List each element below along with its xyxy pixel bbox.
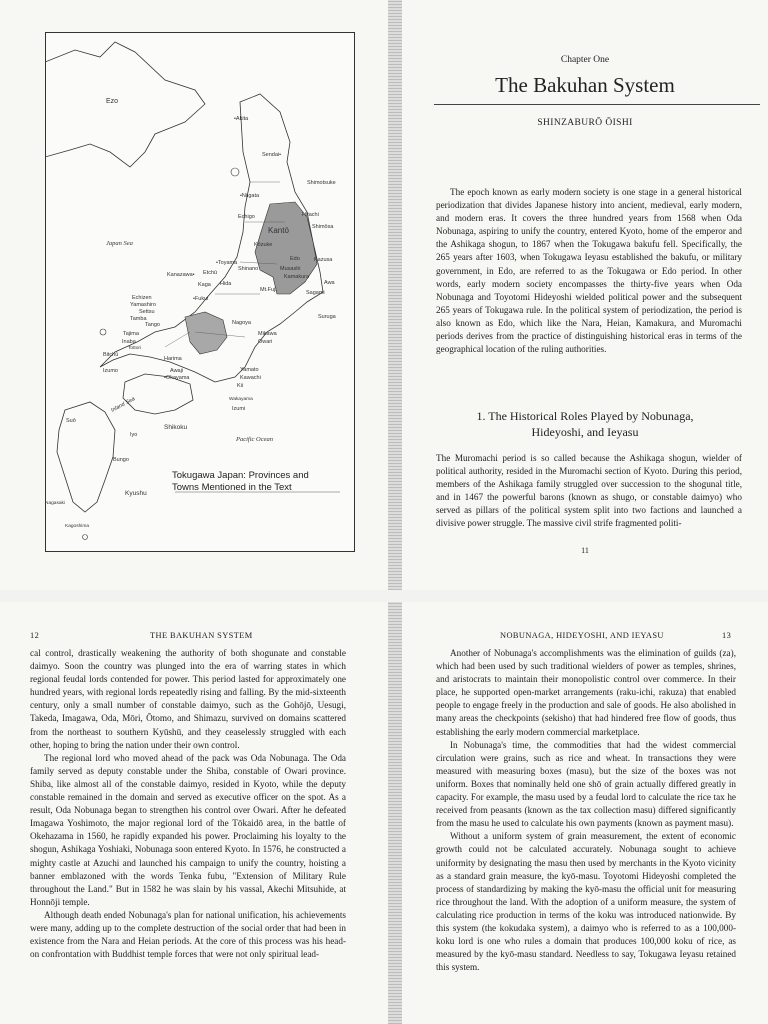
section-paragraph: The Muromachi period is so called because the Ashikaga shogun, wielder of political authority, resided in the Muromachi section of Kyoto. During this period, members of the Ashikaga family struggled over succession to the shogunal title, and in 1467 the powerful barons (known as shugo, or constable daimyo) who served as pillars of the political system split into two factions and launched a divisive power struggle. The massive civil strife fragmented politi- xyxy=(436,453,742,529)
map-caption-line2: Towns Mentioned in the Text xyxy=(172,482,292,493)
map-label-kyushu: Kyushu xyxy=(125,490,147,497)
map-label-bungo: Bungo xyxy=(113,457,129,463)
map-label-kamakura: Kamakura xyxy=(284,274,310,280)
bottom-right-paragraph-3: Without a uniform system of grain measurement, the extent of economic growth could not be calculated accurately. Nobunaga sought to achieve uniformity by designating the masu then used by merchants in the Kyoto vicinity as a standard grain measure, the kyō-masu. Toyotomi Hideyoshi completed the process of standardizing by making the kyō-masu the official unit for measuring rice throughout the land. With the adoption of a uniform measure, the system of calculating rice production in terms of the koku was introduced nationwide. By this system (the kokudaka system), a daimyo who is referred to as a 100,000-koku lord is one who rules a domain that produces 100,000 koku of rice, as measured by the kyō-masu standard. Needless to say, Tokugawa Ieyasu retained this system. xyxy=(436,831,736,973)
map-label-hida: Hida xyxy=(220,281,232,287)
map-label-ezo: Ezo xyxy=(106,98,119,105)
map-label-musashi: Musashi xyxy=(280,266,301,272)
running-head-left: THE BAKUHAN SYSTEM xyxy=(150,631,253,640)
map-label-inland-sea: Inland Sea xyxy=(110,396,137,414)
map-label-yamashiro: Yamashiro xyxy=(130,302,156,308)
map-label-shinano: Shinano xyxy=(238,266,259,272)
intro-paragraph-block xyxy=(436,186,742,356)
page-bottom-left xyxy=(0,602,388,1024)
chapter-label: Chapter One xyxy=(560,55,610,65)
map-label-awa-east: Awa xyxy=(324,280,335,286)
map-label-niigata: •Niigata xyxy=(240,193,260,199)
map-label-tottori: Tottori xyxy=(128,346,142,351)
map-label-nagoya: Nagoya xyxy=(232,320,251,326)
map-label-sendai: Sendai• xyxy=(262,152,282,158)
map-label-awaji: Awaji xyxy=(170,368,184,374)
chapter-title: The Bakuhan System xyxy=(495,73,675,97)
map-label-nagasaki: Nagasaki xyxy=(45,501,65,506)
map-label-bitchu: Bitchū xyxy=(103,352,119,358)
title-rule xyxy=(434,104,760,105)
map-label-mikawa: Mikawa xyxy=(258,331,277,337)
map-label-yamato: Yamato xyxy=(240,367,259,373)
bottom-right-text xyxy=(436,647,736,974)
map-label-pacific-ocean: Pacific Ocean xyxy=(236,436,273,443)
map-label-kii: Kii xyxy=(237,383,244,389)
spine-top xyxy=(388,0,402,590)
map-label-kaga: Kaga xyxy=(198,282,211,288)
bottom-right-paragraph-1: Another of Nobunaga's accomplishments was the elimination of guilds (za), which had been used by such traditional wielders of power as temples, shrines, and aristocrats to maintain their monopolistic control over commerce. In their place, he supported open-market arrangements (raku-ichi, rakuza) that enabled people to engage freely in the production and sale of goods. He also abolished in many areas the checkpoints (sekisho) that had hindered free flow of goods, thus establishing the early modern commercial marketplace. xyxy=(436,648,736,737)
spine-bottom xyxy=(388,602,402,1024)
section-heading-line2: Hideyoshi, and Ieyasu xyxy=(531,425,639,439)
map-label-wakayama: Wakayama xyxy=(229,397,253,402)
bottom-left-paragraph-3: Although death ended Nobunaga's plan for national unification, his achievements were many, adding up to the complete destruction of the social order that had been in existence from the Nara and Heian periods. At the core of this process was his head-on confrontation with Buddhist temple forces that were not only spiritual lead- xyxy=(30,909,346,960)
map-label-japan-sea: Japan Sea xyxy=(106,240,133,247)
map-label-shimotsuke: Shimotsuke xyxy=(307,180,336,186)
map-label-izumi: Izumi xyxy=(232,406,246,412)
map-label-kagoshima: Kagoshima xyxy=(65,524,89,529)
map-label-tamba: Tamba xyxy=(130,316,147,322)
map-caption xyxy=(172,470,362,494)
map-label-kanazawa: Kanazawa• xyxy=(167,272,195,278)
map-label-inaba: Inaba xyxy=(122,339,136,345)
author-name: SHINZABURŌ ŌISHI xyxy=(537,118,633,128)
bottom-left-paragraph-2: The regional lord who moved ahead of the pack was Oda Nobunaga. The Oda family served as deputy constable under the Shiba, constable of Owari province. Shiba, like almost all of the constable daimyo, resided in Kyoto, while the deputy constable remained in the domain and served as executive officer on the spot. As a result, Oda Nobunaga began to strengthen his control over Owari. After he defeated Imagawa Yoshimoto, the major regional lord of the Tōkaidō area, in the battle of Okehazama in 1560, he rapidly expanded his power. Proclaiming his loyalty to the shogun, Ashikaga Yoshiaki, Nobunaga soon entered Kyoto. In 1576, he constructed a mighty castle at Azuchi and launched his campaign to unify the country, hoisting a banner emblazoned with the words Tenka fubu, "Extension of Military Rule throughout the Land." But in 1582 he was slain by his vassal, Akechi Mitsuhide, at Honnōji temple. xyxy=(30,752,346,907)
map-label-fukui: •Fukui xyxy=(193,296,209,302)
map-label-hitachi: Hitachi xyxy=(302,212,319,218)
map-label-suruga: Suruga xyxy=(318,314,336,320)
map-label-akita: •Akita xyxy=(234,116,249,122)
page-bottom-right xyxy=(402,602,768,1024)
map-label-kozuke: Kōzuke xyxy=(254,242,273,248)
map-caption-line1: Tokugawa Japan: Provinces and xyxy=(172,470,309,481)
map-label-shikoku: Shikoku xyxy=(164,424,188,431)
map-label-edo: Edo xyxy=(290,256,300,262)
map-label-kanto: Kantō xyxy=(268,226,289,235)
map-label-okayama: •Okayama xyxy=(164,375,190,381)
map-label-suo: Suō xyxy=(66,418,76,424)
map-label-tajima: Tajima xyxy=(123,331,139,337)
page-top-right xyxy=(402,0,768,590)
bottom-left-paragraph-1: cal control, drastically weakening the authority of both shogunate and constable daimyo. Soon the country was plunged into the era of warring states in which regional feudal lords contended for power. This period lasted for approximately one hundred years, with regional lords repeatedly rising and falling. By the mid-sixteenth century, only a small number of constable daimyo, such as the Gohōjō, Uesugi, Takeda, Imagawa, Oda, Mōri, Ōtomo, and Shimazu, survived on domains scattered from the northeast to southern Kyūshū, and they ceaselessly struggled with each other, hoping to bring the nation under their own control. xyxy=(30,648,346,750)
section-paragraph-block xyxy=(436,452,742,531)
map-label-etchu: Etchū xyxy=(203,270,218,276)
section-heading-line1: 1. The Historical Roles Played by Nobunaga, xyxy=(476,409,694,423)
map-label-mt-fuji: Mt.Fuji xyxy=(260,287,277,293)
map-label-kawachi: Kawachi xyxy=(240,375,261,381)
intro-paragraph: The epoch known as early modern society is one stage in a general historical periodization that divides Japanese history into ancient, medieval, early modern, and modern eras. It covers the three hundred years from 1568 when Oda Nobunaga, aspiring to unify the country, entered Kyoto, home of the emperor and the Ashikaga shogun, to 1867 when the Tokugawa bakufu fell. Specifically, the 265 years after 1603, when Tokugawa Ieyasu established the bakufu, or military government, in Edo, are referred to as the Tokugawa or Edo period. In other words, early modern society encompasses the thirty-five years when Oda Nobunaga and Toyotomi Hideyoshi wielded political power and the subsequent 265 years of Tokugawa rule. In the political system of periodization, the period is also known as Edo, which like the Nara, Heian, Kamakura, and Muromachi periods derives from the practice of distinguishing historical eras in terms of the geographical location of the ruling authorities. xyxy=(436,187,742,355)
page-number-13: 13 xyxy=(722,631,732,640)
map-label-owari: Owari xyxy=(258,339,273,345)
map-label-izumo: Izumo xyxy=(103,368,118,374)
map-label-echizen: Echizen xyxy=(132,295,152,301)
map-label-sagami: Sagami xyxy=(306,290,325,296)
map-label-harima: Harima xyxy=(164,356,182,362)
page-number-11: 11 xyxy=(581,546,589,555)
page-number-12: 12 xyxy=(30,631,40,640)
section-heading xyxy=(402,408,768,440)
map-label-shimosa: Shimōsa xyxy=(312,224,334,230)
page-top-left xyxy=(0,0,388,590)
map-label-kazusa: Kazusa xyxy=(314,257,333,263)
map-label-settsu: Settsu xyxy=(139,309,155,315)
bottom-right-paragraph-2: In Nobunaga's time, the commodities that had the widest commercial circulation were grains, such as rice and wheat. In transactions they were measured with measuring boxes (masu), but the size of the boxes was not uniform. Boxes that nominally held one shō of grain actually differed greatly in capacity. For example, the masu used by a feudal lord to calculate the rice tax he received from peasants (known as the tax collection masu) differed significantly from the masu he used to calculate his own payments (known as payment masu). xyxy=(436,739,736,829)
map-label-toyama: •Toyama xyxy=(216,260,238,266)
map-label-echigo: Echigo xyxy=(238,214,255,220)
bottom-left-text xyxy=(30,647,346,961)
map-label-tango: Tango xyxy=(145,322,160,328)
running-head-right: NOBUNAGA, HIDEYOSHI, AND IEYASU xyxy=(500,631,664,640)
map-label-iyo: Iyo xyxy=(130,432,138,438)
